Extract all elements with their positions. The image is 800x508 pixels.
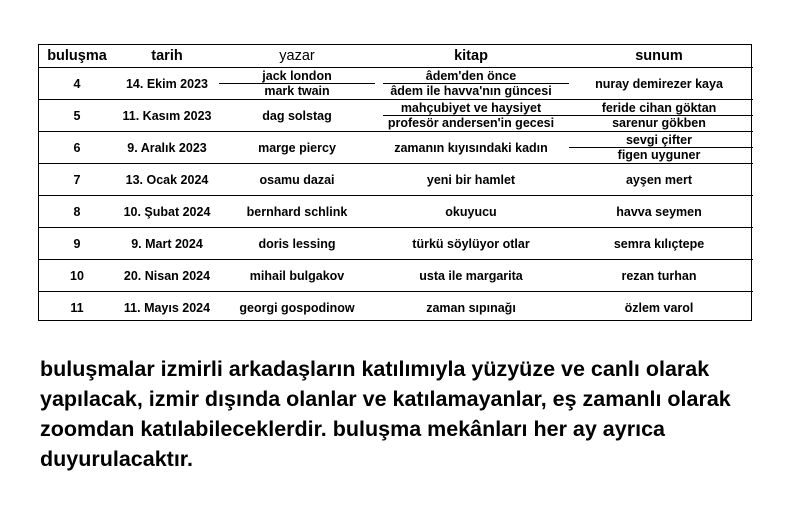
cell-tarih: 9. Mart 2024 — [131, 237, 203, 251]
cell-tarih: 10. Şubat 2024 — [123, 205, 211, 219]
cell-split-line — [383, 83, 569, 84]
cell-bulusma: 7 — [73, 173, 81, 187]
cell-bulusma: 8 — [73, 205, 81, 219]
cell-sunum: havva seymen — [616, 205, 702, 219]
cell-sunum: sarenur gökben — [612, 116, 706, 130]
cell-kitap: okuyucu — [445, 205, 497, 219]
cell-yazar: dag solstag — [262, 109, 332, 123]
cell-sunum: feride cihan göktan — [601, 101, 717, 115]
cell-sunum: semra kılıçtepe — [613, 237, 705, 251]
cell-kitap: profesör andersen'in gecesi — [387, 116, 555, 130]
cell-kitap: usta ile margarita — [419, 269, 523, 283]
cell-yazar: mark twain — [264, 84, 330, 98]
cell-sunum: figen uyguner — [617, 148, 701, 162]
cell-sunum: nuray demirezer kaya — [595, 77, 723, 91]
cell-sunum: özlem varol — [624, 301, 694, 315]
cell-yazar: osamu dazai — [259, 173, 335, 187]
cell-bulusma: 11 — [70, 301, 84, 315]
cell-kitap: mahçubiyet ve haysiyet — [400, 101, 542, 115]
cell-sunum: ayşen mert — [625, 173, 692, 187]
header-tarih: tarih — [151, 48, 183, 64]
cell-tarih: 9. Aralık 2023 — [127, 141, 207, 155]
cell-kitap: âdem ile havva'nın güncesi — [390, 84, 552, 98]
cell-tarih: 13. Ocak 2024 — [125, 173, 209, 187]
cell-bulusma: 10 — [70, 269, 84, 283]
cell-kitap: yeni bir hamlet — [426, 173, 516, 187]
cell-sunum: rezan turhan — [621, 269, 697, 283]
schedule-table — [38, 44, 752, 321]
cell-tarih: 11. Kasım 2023 — [122, 109, 212, 123]
announcement-text: buluşmalar izmirli arkadaşların katılımıyla yüzyüze ve canlı olarak yapılacak, izmir dışında olanlar ve katılamayanlar, eş zamanlı olarak zoomdan katılabileceklerdir. buluşma mekânları her ay ayrıca duyurulacaktır. — [40, 357, 731, 471]
cell-tarih: 20. Nisan 2024 — [123, 269, 211, 283]
cell-bulusma: 6 — [73, 141, 81, 155]
cell-yazar: marge piercy — [258, 141, 336, 155]
cell-split-line — [219, 83, 375, 84]
cell-yazar: georgi gospodinow — [239, 301, 355, 315]
cell-bulusma: 9 — [73, 237, 81, 251]
cell-yazar: mihail bulgakov — [249, 269, 345, 283]
cell-kitap: türkü söylüyor otlar — [412, 237, 530, 251]
header-kitap: kitap — [454, 48, 488, 64]
cell-tarih: 11. Mayıs 2024 — [123, 301, 211, 315]
header-yazar: yazar — [279, 48, 315, 64]
cell-yazar: bernhard schlink — [246, 205, 348, 219]
cell-bulusma: 5 — [73, 109, 81, 123]
cell-bulusma: 4 — [73, 77, 81, 91]
cell-kitap: zaman sıpınağı — [426, 301, 516, 315]
cell-yazar: doris lessing — [258, 237, 336, 251]
cell-kitap: âdem'den önce — [425, 69, 517, 83]
cell-yazar: jack london — [262, 69, 332, 83]
cell-tarih: 14. Ekim 2023 — [125, 77, 208, 91]
cell-kitap: zamanın kıyısındaki kadın — [394, 141, 548, 155]
cell-sunum: sevgi çifter — [625, 133, 692, 147]
cell-split-line — [569, 147, 753, 148]
cell-split-line — [569, 115, 753, 116]
header-bulusma: buluşma — [47, 48, 107, 64]
cell-split-line — [383, 115, 569, 116]
header-sunum: sunum — [635, 48, 683, 64]
